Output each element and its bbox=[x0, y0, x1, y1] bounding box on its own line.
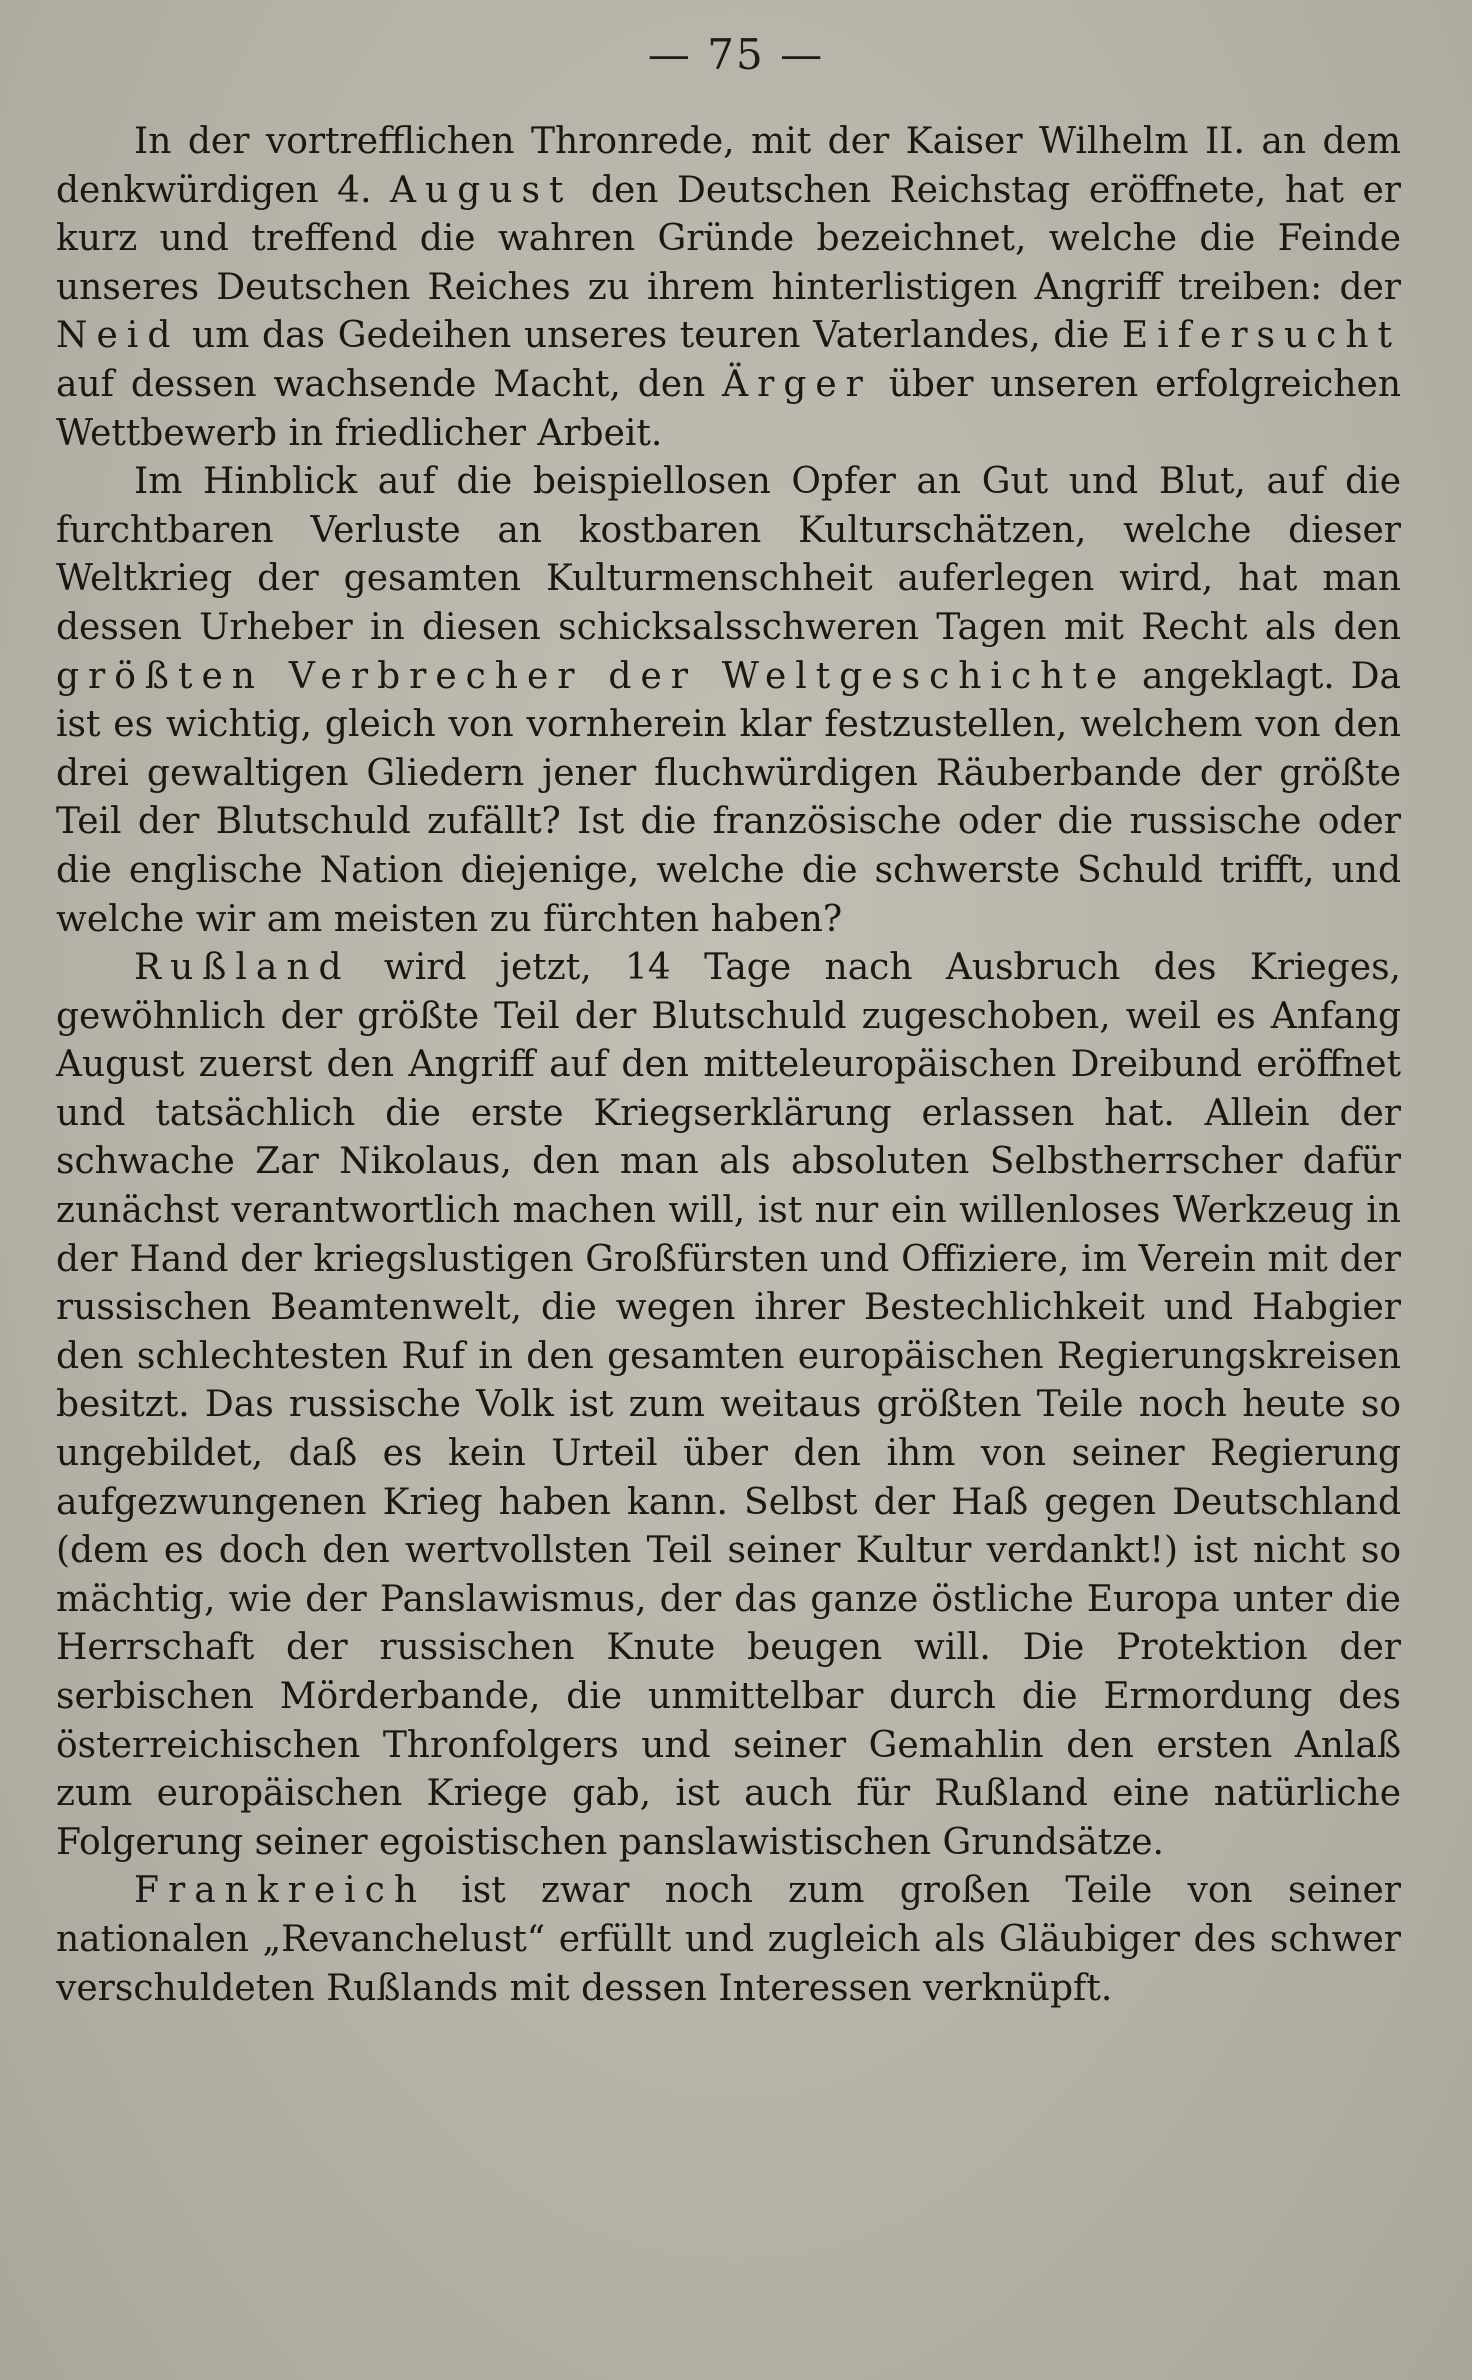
emphasis-spaced-text: August bbox=[390, 169, 573, 211]
text-run: ist zwar noch zum großen Teile von seiner nationalen „Revanchelust“ erfüllt und zugleich als Gläubiger des schwer verschuldeten Rußlands mit dessen Interessen verknüpft. bbox=[56, 1870, 1401, 2009]
text-run: um das Gedeihen unseres teuren Vaterlandes, die bbox=[179, 315, 1122, 357]
body-text bbox=[56, 118, 1401, 2013]
paragraph bbox=[56, 1867, 1401, 2013]
paragraph bbox=[56, 944, 1401, 1867]
text-run: auf dessen wachsende Macht, den bbox=[56, 363, 723, 405]
text-run: In der vortrefflichen Thronrede, mit der Kaiser Wilhelm II. an dem denkwürdigen 4. bbox=[56, 121, 1401, 211]
text-run: wird jetzt, 14 Tage nach Ausbruch des Krieges, gewöhnlich der größte Teil der Blutschuld zugeschoben, weil es Anfang August zuerst den Angriff auf den mitteleuropäischen Dreibund eröffnet und tatsächlich die erste Kriegserklärung erlassen hat. Allein der schwache Zar Nikolaus, den man als absoluten Selbstherrscher dafür zunächst verantwortlich machen will, ist nur ein willenloses Werkzeug in der Hand der kriegslustigen Großfürsten und Offiziere, im Verein mit der russischen Beamtenwelt, die wegen ihrer Bestechlichkeit und Habgier den schlechtesten Ruf in den gesamten europäischen Regierungskreisen besitzt. Das russische Volk ist zum weitaus größten Teile noch heute so ungebildet, daß es kein Urteil über den ihm von seiner Regierung aufgezwungenen Krieg haben kann. Selbst der Haß gegen Deutschland (dem es doch den wertvollsten Teil seiner Kultur verdankt!) ist nicht so mächtig, wie der Panslawismus, der das ganze östliche Europa unter die Herrschaft der russischen Knute beugen will. Die Protektion der serbischen Mörderbande, die unmittelbar durch die Ermordung des österreichischen Thronfolgers und seiner Gemahlin den ersten Anlaß zum europäischen Kriege gab, ist auch für Rußland eine natürliche Folgerung seiner egoistischen panslawistischen Grundsätze. bbox=[56, 947, 1401, 1863]
text-run: Im Hinblick auf die beispiellosen Opfer an Gut und Blut, auf die furchtbaren Verluste an kostbaren Kulturschätzen, welche dieser Weltkrieg der gesamten Kulturmenschheit auferlegen wird, hat man dessen Urheber in diesen schicksalsschweren Tagen mit Recht als den bbox=[56, 461, 1401, 648]
text-run: angeklagt. Da ist es wichtig, gleich von vornherein klar festzustellen, welchem von den drei gewaltigen Gliedern jener fluchwürdigen Räuberbande der größte Teil der Blutschuld zufällt? Ist die französische oder die russische oder die englische Nation diejenige, welche die schwerste Schuld trifft, und welche wir am meisten zu fürchten haben? bbox=[56, 655, 1401, 940]
emphasis-spaced-text: Eifersucht bbox=[1121, 315, 1401, 357]
emphasis-spaced-text: Frankreich bbox=[134, 1870, 427, 1912]
paragraph bbox=[56, 458, 1401, 944]
text-run: über unseren erfolgreichen Wettbewerb in friedlicher Arbeit. bbox=[56, 363, 1401, 454]
emphasis-spaced-text: Rußland bbox=[134, 947, 351, 989]
emphasis-spaced-text: größten Verbrecher der Weltgeschichte bbox=[56, 655, 1127, 697]
emphasis-spaced-text: Neid bbox=[56, 315, 180, 357]
emphasis-spaced-text: Ärger bbox=[722, 363, 872, 405]
page-number: — 75 — bbox=[647, 30, 825, 79]
paragraph bbox=[56, 118, 1401, 458]
text-run: den Deutschen Reichstag eröffnete, hat er kurz und treffend die wahren Gründe bezeichnet, welche die Feinde unseres Deutschen Reiches zu ihrem hinterlistigen Angriff treiben: der bbox=[56, 169, 1401, 308]
